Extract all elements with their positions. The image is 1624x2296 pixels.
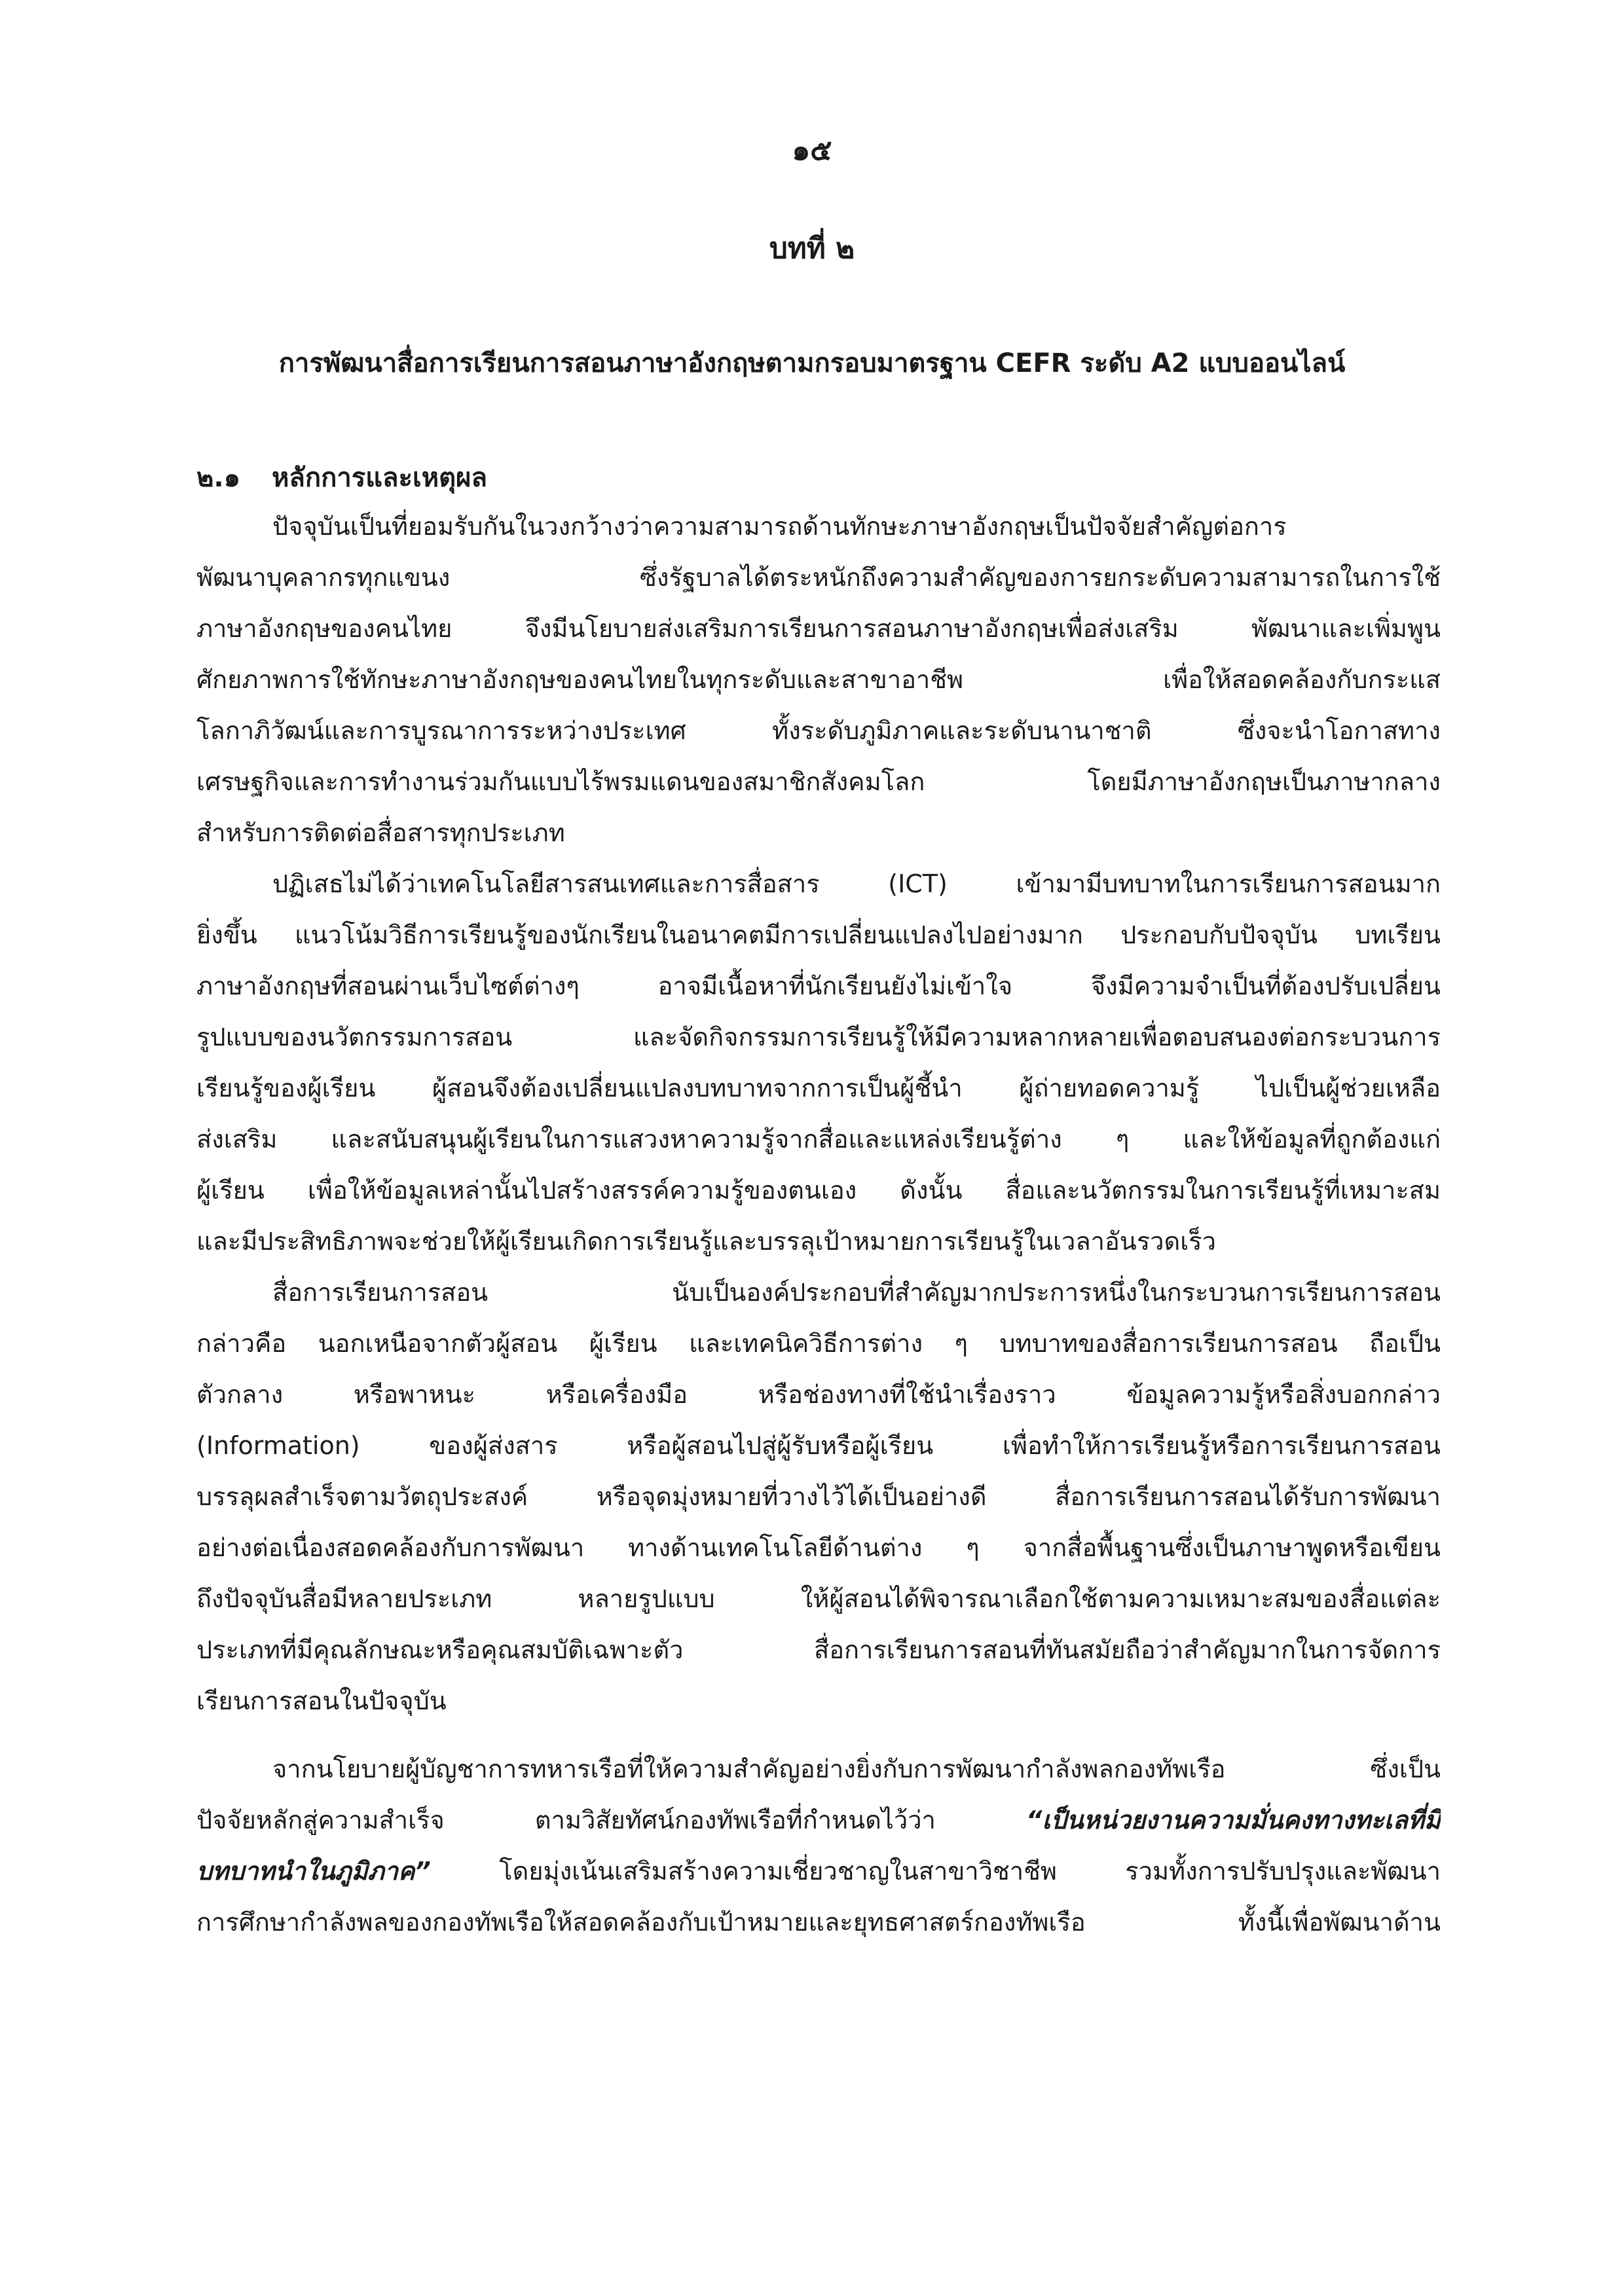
text-line: อย่างต่อเนื่องสอดคล้องกับการพัฒนา ทางด้านเทคโนโลยีด้านต่าง ๆ จากสื่อพื้นฐานซึ่งเป็นภาษาพูดหรือเขียน <box>196 1533 1441 1562</box>
text-line: บรรลุผลสำเร็จตามวัตถุประสงค์ หรือจุดมุ่งหมายที่วางไว้ได้เป็นอย่างดี สื่อการเรียนการสอนได้รับการพัฒนา <box>196 1482 1441 1511</box>
section-number: ๒.๑ <box>196 463 240 493</box>
text-segment: โดยมุ่งเน้นเสริมสร้างความเชี่ยวชาญในสาขาวิชาชีพ รวมทั้งการปรับปรุงและพัฒนา <box>430 1857 1441 1886</box>
paragraph <box>196 1267 1441 1726</box>
text-line: (Information) ของผู้ส่งสาร หรือผู้สอนไปสู่ผู้รับหรือผู้เรียน เพื่อทำให้การเรียนรู้หรือการเรียนการสอน <box>196 1431 1441 1460</box>
text-line: พัฒนาบุคลากรทุกแขนง ซึ่งรัฐบาลได้ตระหนักถึงความสำคัญของการยกระดับความสามารถในการใช้ <box>196 563 1441 592</box>
vision-quote: “เป็นหน่วยงานความมั่นคงทางทะเลที่มี <box>1026 1806 1441 1834</box>
text-line: ปฏิเสธไม่ได้ว่าเทคโนโลยีสารสนเทศและการสื่อสาร (ICT) เข้ามามีบทบาทในการเรียนการสอนมาก <box>272 869 1441 898</box>
text-line: ประเภทที่มีคุณลักษณะหรือคุณสมบัติเฉพาะตัว สื่อการเรียนการสอนที่ทันสมัยถือว่าสำคัญมากในการจัดการ <box>196 1635 1441 1664</box>
text-line: การศึกษากำลังพลของกองทัพเรือให้สอดคล้องกับเป้าหมายและยุทธศาสตร์กองทัพเรือ ทั้งนี้เพื่อพัฒนาด้าน <box>196 1908 1441 1937</box>
chapter-heading: บทที่ ๒ <box>769 232 855 265</box>
vision-quote: บทบาทนำในภูมิภาค” <box>196 1857 431 1886</box>
paragraph-gap <box>196 1726 1441 1743</box>
section-heading <box>196 458 487 498</box>
text-line: ถึงปัจจุบันสื่อมีหลายประเภท หลายรูปแบบ ให้ผู้สอนได้พิจารณาเลือกใช้ตามความเหมาะสมของสื่อแต่ละ <box>196 1584 1441 1613</box>
text-line: สำหรับการติดต่อสื่อสารทุกประเภท <box>196 818 565 847</box>
text-line: จากนโยบายผู้บัญชาการทหารเรือที่ให้ความสำคัญอย่างยิ่งกับการพัฒนากำลังพลกองทัพเรือ ซึ่งเป็น <box>272 1755 1441 1783</box>
text-line: ภาษาอังกฤษของคนไทย จึงมีนโยบายส่งเสริมการเรียนการสอนภาษาอังกฤษเพื่อส่งเสริม พัฒนาและเพิ่มพูน <box>196 614 1441 643</box>
chapter-title: การพัฒนาสื่อการเรียนการสอนภาษาอังกฤษตามกรอบมาตรฐาน CEFR ระดับ A2 แบบออนไลน์ <box>278 348 1346 378</box>
text-segment: ปัจจัยหลักสู่ความสำเร็จ ตามวิสัยทัศน์กองทัพเรือที่กำหนดไว้ว่า <box>196 1806 1027 1834</box>
text-line: เรียนรู้ของผู้เรียน ผู้สอนจึงต้องเปลี่ยนแปลงบทบาทจากการเป็นผู้ชี้นำ ผู้ถ่ายทอดความรู้ ไปเป็นผู้ช่วยเหลือ <box>196 1074 1441 1102</box>
body-text <box>196 501 1441 1948</box>
text-line: สื่อการเรียนการสอน นับเป็นองค์ประกอบที่สำคัญมากประการหนึ่งในกระบวนการเรียนการสอน <box>272 1278 1441 1307</box>
text-line: ปัจจุบันเป็นที่ยอมรับกันในวงกว้างว่าความสามารถด้านทักษะภาษาอังกฤษเป็นปัจจัยสำคัญต่อการ <box>272 512 1287 541</box>
paragraph <box>196 501 1441 858</box>
paragraph <box>196 1743 1441 1948</box>
text-line: ยิ่งขึ้น แนวโน้มวิธีการเรียนรู้ของนักเรียนในอนาคตมีการเปลี่ยนแปลงไปอย่างมาก ประกอบกับปัจจุบัน บทเรียน <box>196 920 1441 949</box>
text-line: ภาษาอังกฤษที่สอนผ่านเว็บไซต์ต่างๆ อาจมีเนื้อหาที่นักเรียนยังไม่เข้าใจ จึงมีความจำเป็นที่ต้องปรับเปลี่ยน <box>196 972 1441 1000</box>
paragraph <box>196 858 1441 1267</box>
page-number: ๑๕ <box>792 134 832 167</box>
text-line: ผู้เรียน เพื่อให้ข้อมูลเหล่านั้นไปสร้างสรรค์ความรู้ของตนเอง ดังนั้น สื่อและนวัตกรรมในการเรียนรู้ที่เหมาะสม <box>196 1176 1441 1205</box>
text-line: และมีประสิทธิภาพจะช่วยให้ผู้เรียนเกิดการเรียนรู้และบรรลุเป้าหมายการเรียนรู้ในเวลาอันรวดเร็ว <box>196 1227 1216 1256</box>
text-line: รูปแบบของนวัตกรรมการสอน และจัดกิจกรรมการเรียนรู้ให้มีความหลากหลายเพื่อตอบสนองต่อกระบวนการ <box>196 1023 1441 1051</box>
section-title: หลักการและเหตุผล <box>272 463 488 493</box>
text-line <box>196 1795 1441 1846</box>
text-line: ตัวกลาง หรือพาหนะ หรือเครื่องมือ หรือช่องทางที่ใช้นำเรื่องราว ข้อมูลความรู้หรือสิ่งบอกกล่าว <box>196 1380 1441 1409</box>
text-line: ศักยภาพการใช้ทักษะภาษาอังกฤษของคนไทยในทุกระดับและสาขาอาชีพ เพื่อให้สอดคล้องกับกระแส <box>196 665 1441 694</box>
text-line <box>196 1846 1441 1897</box>
text-line: กล่าวคือ นอกเหนือจากตัวผู้สอน ผู้เรียน และเทคนิควิธีการต่าง ๆ บทบาทของสื่อการเรียนการสอน ถือเป็น <box>196 1329 1441 1358</box>
text-line: ส่งเสริม และสนับสนุนผู้เรียนในการแสวงหาความรู้จากสื่อและแหล่งเรียนรู้ต่าง ๆ และให้ข้อมูลที่ถูกต้องแก่ <box>196 1125 1441 1154</box>
text-line: เศรษฐกิจและการทำงานร่วมกันแบบไร้พรมแดนของสมาชิกสังคมโลก โดยมีภาษาอังกฤษเป็นภาษากลาง <box>196 767 1441 796</box>
text-line: เรียนการสอนในปัจจุบัน <box>196 1686 447 1715</box>
text-line: โลกาภิวัฒน์และการบูรณาการระหว่างประเทศ ทั้งระดับภูมิภาคและระดับนานาชาติ ซึ่งจะนำโอกาสทาง <box>196 716 1441 745</box>
